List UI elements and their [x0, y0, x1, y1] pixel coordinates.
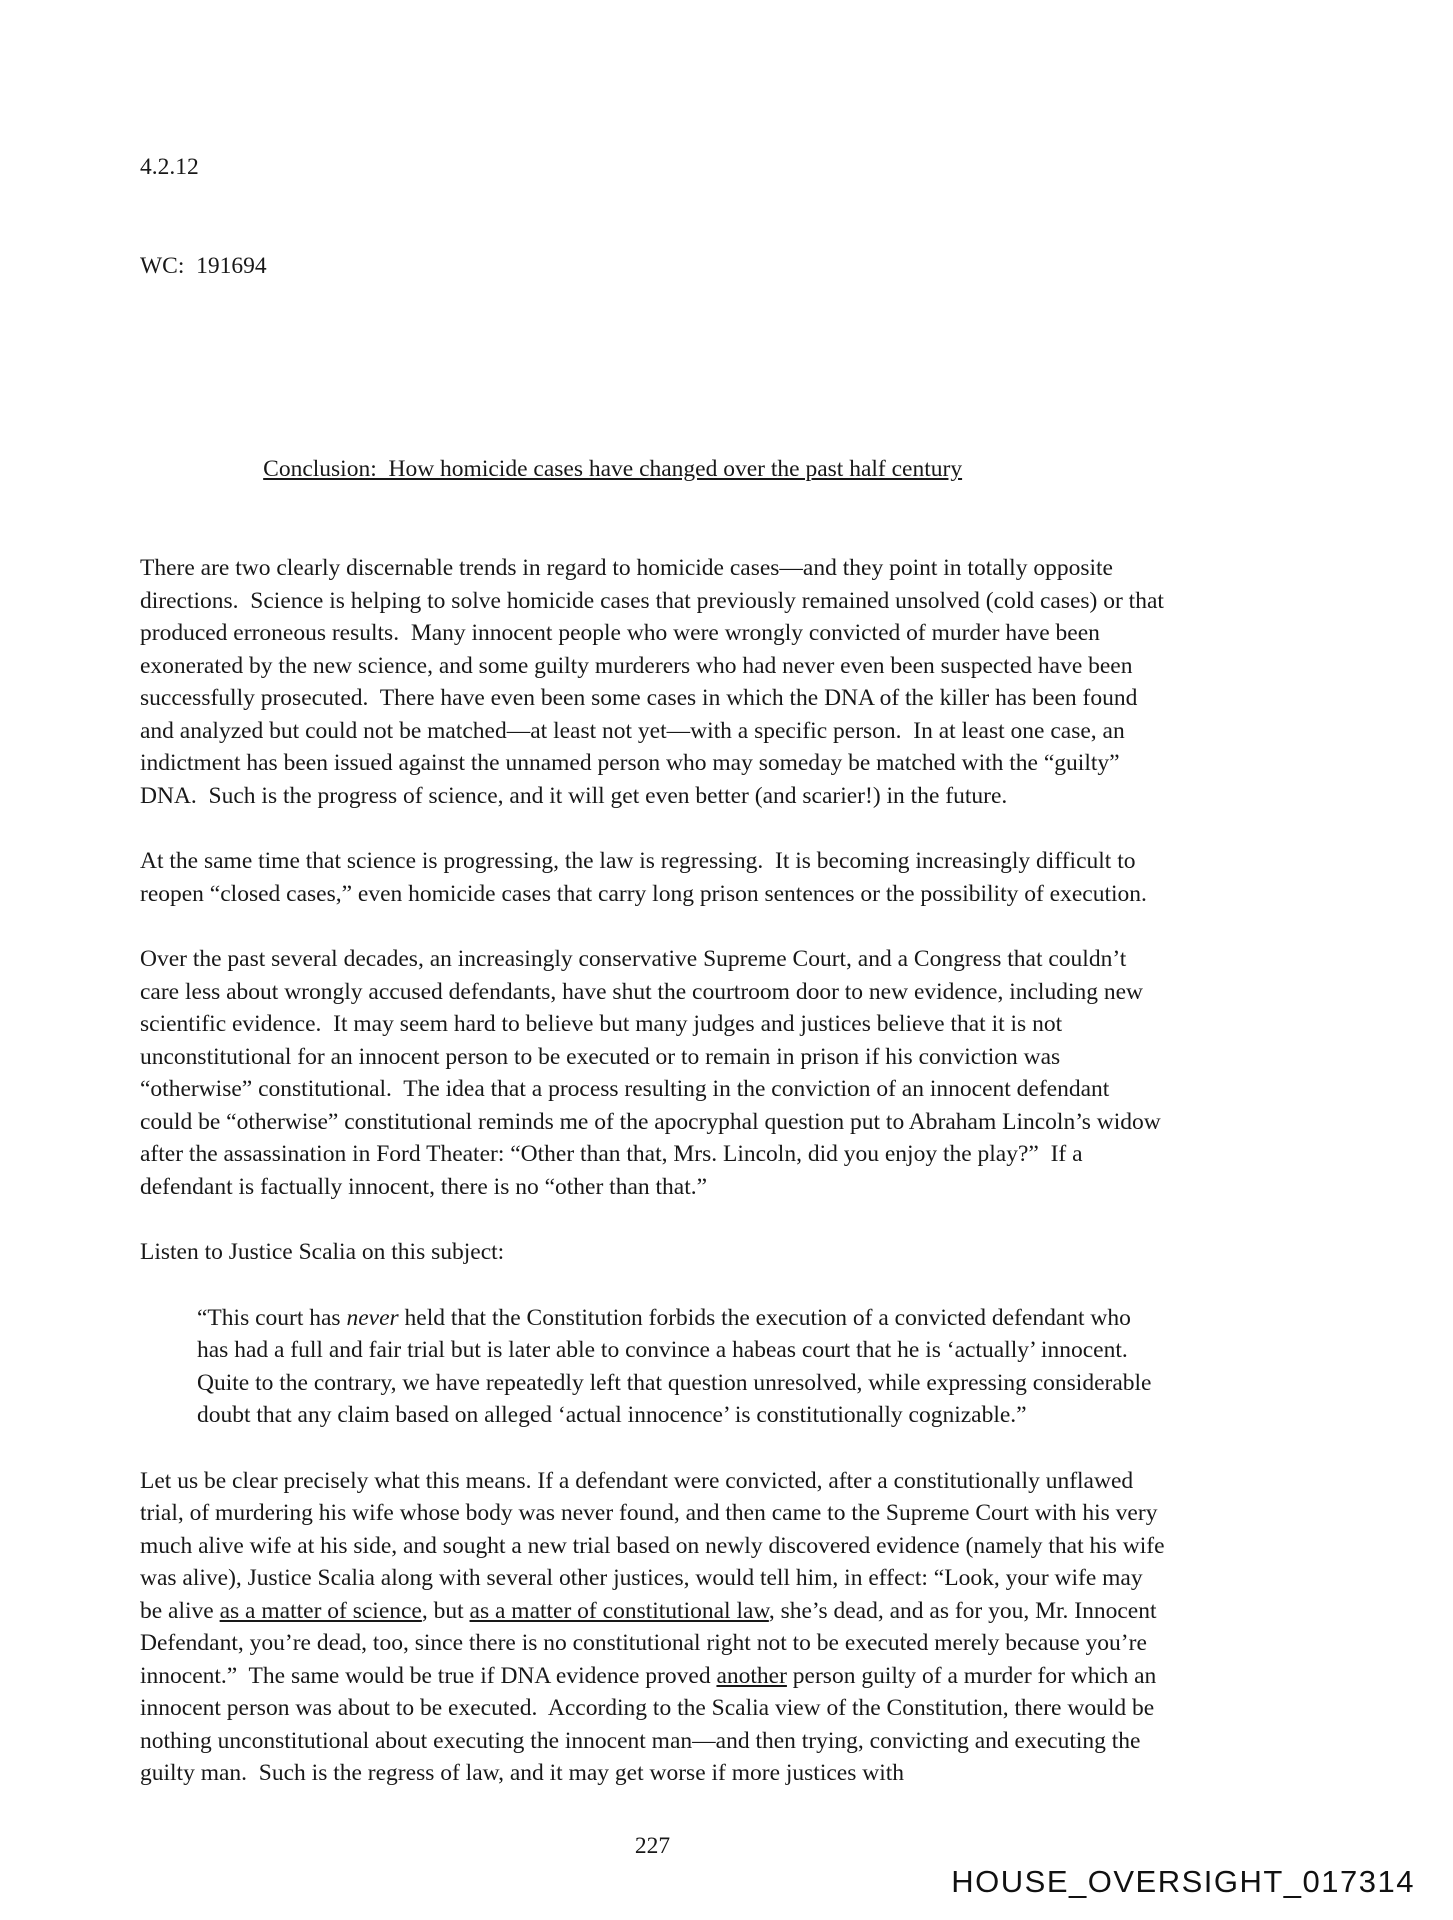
body-run: person guilty of a murder for which an innocent person was about to be executed. According to the Scalia view of the Constitution, there would be nothing unconstitutional about executing the innocent man—and then trying, convicting and executing the guilty man. Such is the regress of law, and it may get worse if more justices with [140, 1662, 1163, 1786]
quote-run: “This court has [197, 1304, 347, 1331]
paragraph-conclusion [140, 1465, 1171, 1790]
text-column [140, 0, 1171, 1862]
document-header [140, 0, 1165, 349]
quote-run-italic: never [346, 1304, 399, 1331]
document-title-text: Conclusion: How homicide cases have changed over the past half century [263, 456, 963, 482]
quote-run: held that the Constitution forbids the execution of a convicted defendant who has had a full and fair trial but is later able to convince a habeas court that he is ‘actually’ innocent. Quite to the contrary, we have repeatedly left that question unresolved, while expressing considerable doubt that any claim based on alleged ‘actual innocence’ is constitutionally cognizable.” [197, 1304, 1158, 1428]
header-word-count: WC: 191694 [140, 253, 267, 279]
body-run: , but [421, 1597, 470, 1624]
header-date: 4.2.12 [140, 154, 199, 180]
body-run-underline: as a matter of science [219, 1597, 422, 1624]
bates-stamp: HOUSE_OVERSIGHT_017314 [951, 1864, 1415, 1899]
document-title [140, 420, 1050, 519]
body-run-underline: another [716, 1662, 787, 1689]
body-run: , she’s dead, and as for you, Mr. Innocent Defendant, you’re dead, too, since there is no constitutional right not to be executed merely because you’re innocent.” The same would be true if DNA evidence proved [140, 1597, 1163, 1689]
body-run: Let us be clear precisely what this means. If a defendant were convicted, after a constitutionally unflawed trial, of murdering his wife whose body was never found, and then came to the Supreme Court with his very much alive wife at his side, and sought a new trial based on newly discovered evidence (namely that his wife was alive), Justice Scalia along with several other justices, would tell him, in effect: “Look, your wife may be alive [140, 1467, 1171, 1624]
scalia-blockquote [197, 1302, 1158, 1432]
paragraph-supreme-court: Over the past several decades, an increasingly conservative Supreme Court, and a Congress that couldn’t care less about wrongly accused defendants, have shut the courtroom door to new evidence, including new scientific evidence. It may seem hard to believe but many judges and justices believe that it is not unconstitutional for an innocent person to be executed or to remain in prison if his conviction was “otherwise” constitutional. The idea that a process resulting in the conviction of an innocent defendant could be “otherwise” constitutional reminds me of the apocryphal question put to Abraham Lincoln’s widow after the assassination in Ford Theater: “Other than that, Mrs. Lincoln, did you enjoy the play?” If a defendant is factually innocent, there is no “other than that.” [140, 946, 1167, 1200]
paragraph-trends: There are two clearly discernable trends in regard to homicide cases—and they point in totally opposite directions. Science is helping to solve homicide cases that previously remained unsolved (cold cases) or that produced erroneous results. Many innocent people who were wrongly convicted of murder have been exonerated by the new science, and some guilty murderers who had never even been suspected have been successfully prosecuted. There have even been some cases in which the DNA of the killer has been found and analyzed but could not be matched—at least not yet—with a specific person. In at least one case, an indictment has been issued against the unnamed person who may someday be matched with the “guilty” DNA. Such is the progress of science, and it will get even better (and scarier!) in the future. [140, 555, 1170, 809]
page-number: 227 [634, 1832, 671, 1859]
paragraph-law-regressing: At the same time that science is progressing, the law is regressing. It is becoming increasingly difficult to reopen “closed cases,” even homicide cases that carry long prison sentences or the possibility of execution. [140, 848, 1147, 907]
paragraph-scalia-intro: Listen to Justice Scalia on this subject: [140, 1239, 505, 1265]
body-run-underline: as a matter of constitutional law [469, 1597, 769, 1624]
